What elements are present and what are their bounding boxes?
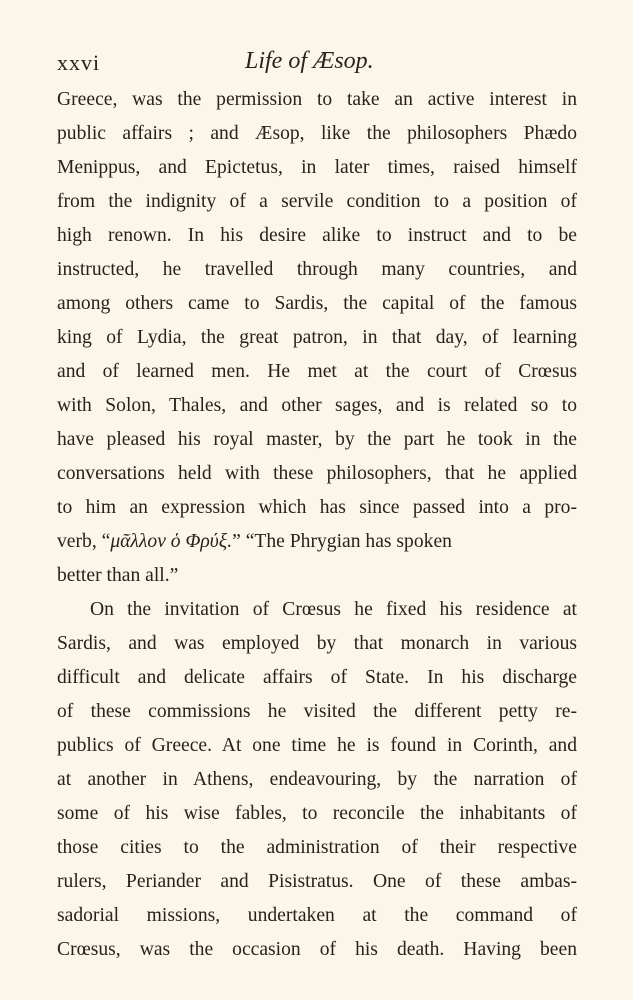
proverb-suffix: ” “The Phrygian has spoken [232, 531, 452, 552]
text-line: Greece, was the permission to take an active interest in [57, 89, 577, 110]
proverb-prefix: verb, “ [57, 531, 111, 552]
text-line: among others came to Sardis, the capital of the famous [57, 293, 577, 314]
text-line: instructed, he travelled through many countries, and [57, 259, 577, 280]
text-line: sadorial missions, undertaken at the command of [57, 905, 577, 926]
text-line: some of his wise fables, to reconcile the inhabitants of [57, 803, 577, 824]
page-number: xxvi [57, 50, 101, 75]
text-line: difficult and delicate affairs of State. In his discharge [57, 667, 577, 688]
text-line: of these commissions he visited the different petty re- [57, 701, 577, 722]
text-line: Menippus, and Epictetus, in later times, raised himself [57, 157, 577, 178]
greek-proverb: μᾶλλον ὁ Φρύξ. [110, 531, 233, 552]
text-line: to him an expression which has since passed into a pro- [57, 497, 577, 518]
text-line: high renown. In his desire alike to instruct and to be [57, 225, 577, 246]
text-line: have pleased his royal master, by the part he took in the [57, 429, 577, 450]
text-line: from the indignity of a servile condition to a position of [57, 191, 577, 212]
text-line: public affairs ; and Æsop, like the philosophers Phædo [57, 123, 577, 144]
text-line: publics of Greece. At one time he is found in Corinth, and [57, 735, 577, 756]
text-line: rulers, Periander and Pisistratus. One of these ambas- [57, 871, 577, 892]
text-line: On the invitation of Crœsus he fixed his residence at [90, 599, 577, 620]
running-title: Life of Æsop. [245, 48, 374, 74]
text-line: Crœsus, was the occasion of his death. Having been [57, 939, 577, 960]
text-line: and of learned men. He met at the court of Crœsus [57, 361, 577, 382]
text-line: conversations held with these philosophers, that he applied [57, 463, 577, 484]
text-line: at another in Athens, endeavouring, by the narration of [57, 769, 577, 790]
text-line: those cities to the administration of their respective [57, 837, 577, 858]
text-line: king of Lydia, the great patron, in that day, of learning [57, 327, 577, 348]
text-line: Sardis, and was employed by that monarch in various [57, 633, 577, 654]
text-line: better than all.” [57, 565, 179, 586]
text-line: with Solon, Thales, and other sages, and is related so to [57, 395, 577, 416]
proverb-line [57, 525, 577, 559]
